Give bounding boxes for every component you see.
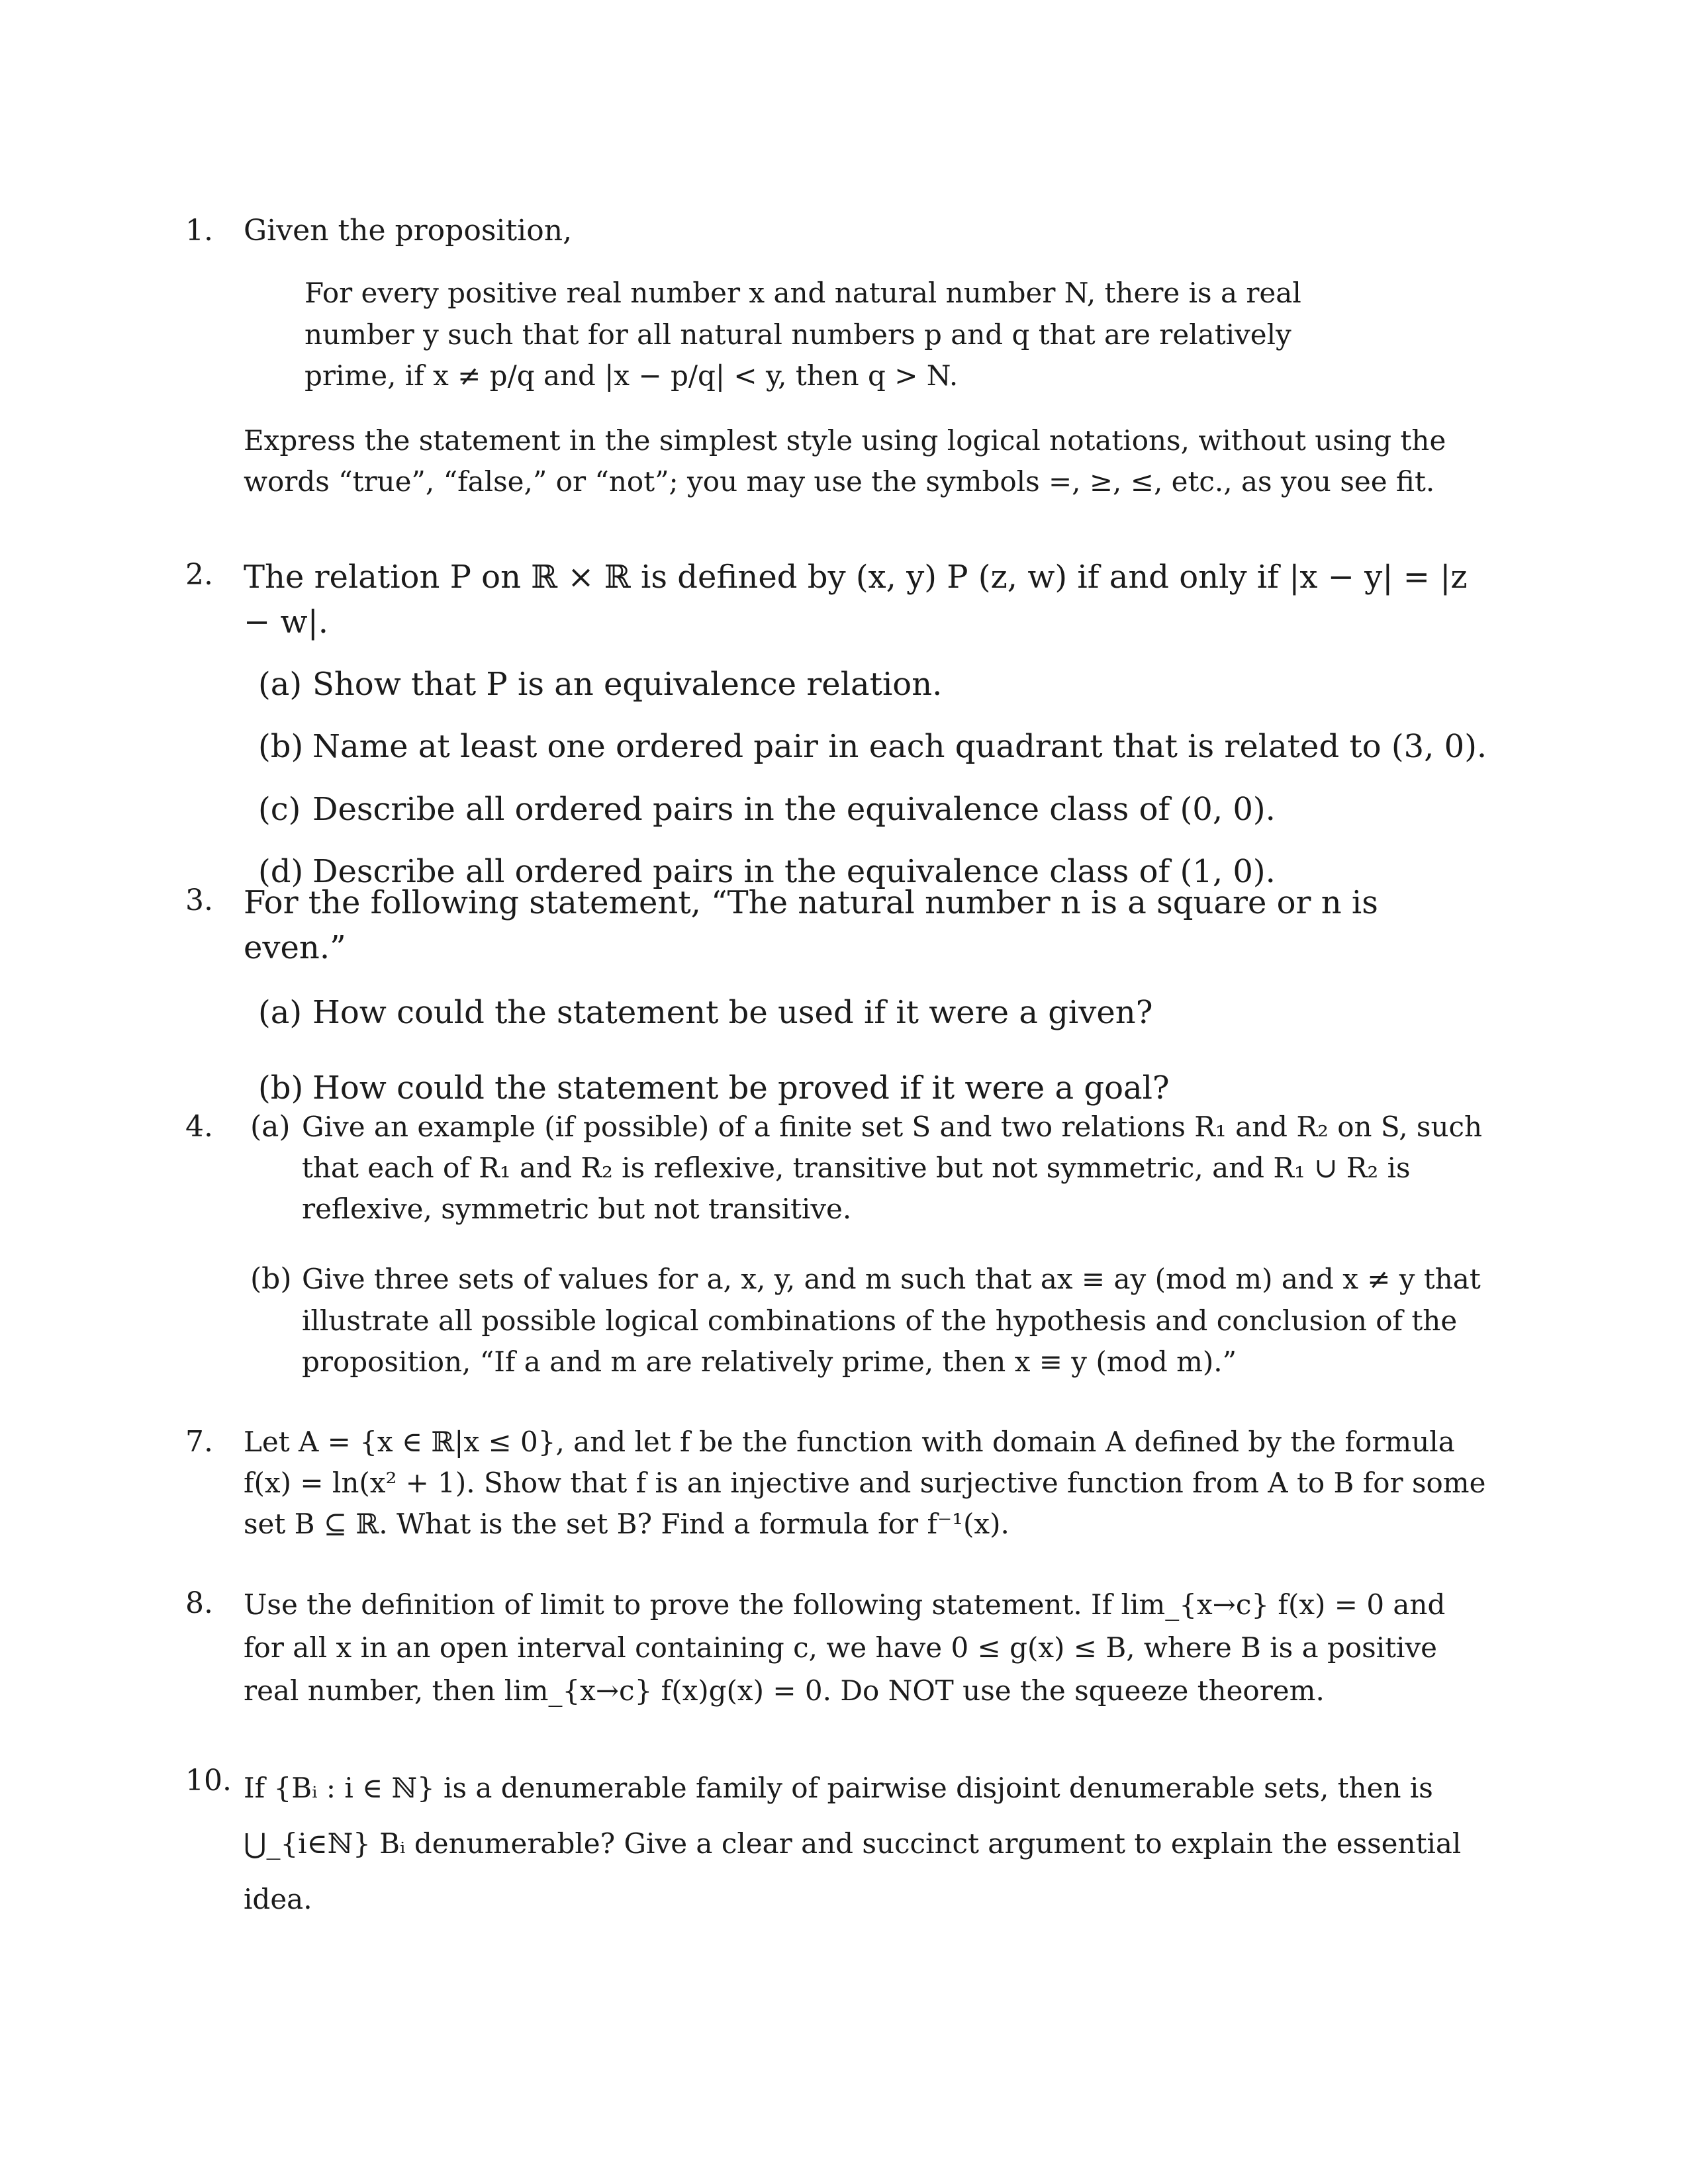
problem-8	[185, 1583, 1489, 1712]
subpart-text: Name at least one ordered pair in each quadrant that is related to (3, 0).	[312, 728, 1487, 766]
subpart-text: How could the statement be proved if it were a goal?	[312, 1069, 1170, 1107]
problem-number: 7.	[185, 1425, 213, 1459]
subpart	[250, 1259, 1489, 1382]
subpart-text: Describe all ordered pairs in the equivalence class of (0, 0).	[312, 790, 1276, 828]
subpart-list	[192, 990, 1489, 1111]
problem-stem: The relation P on ℝ × ℝ is defined by (x, y) P (z, w) if and only if |x − y| = |z − w|.	[244, 559, 1468, 641]
problem-number: 10.	[185, 1764, 232, 1797]
subpart-label: (b)	[258, 728, 304, 766]
subpart-label: (c)	[258, 790, 301, 828]
subpart-label: (a)	[250, 1110, 291, 1144]
subpart-list	[192, 662, 1489, 894]
problem-number: 3.	[185, 884, 213, 917]
problem-10	[185, 1760, 1489, 1927]
problem-stem: For the following statement, “The natural number n is a square or n is even.”	[244, 884, 1378, 967]
subpart-label: (a)	[258, 994, 303, 1032]
problem-instruction: Express the statement in the simplest style using logical notations, without using the words “true”, “false,” or “not”; you may use the symbols =, ≥, ≤, etc., as you see fit.	[244, 424, 1446, 498]
proposition-quote: For every positive real number x and natural number N, there is a real number y such that for all natural numbers p and q that are relatively prime, if x ≠ p/q and |x − p/q| < y, then q > N.	[305, 277, 1301, 392]
problem-intro: Given the proposition,	[244, 214, 573, 248]
subpart	[192, 1066, 1489, 1111]
subpart	[192, 990, 1489, 1035]
subpart	[192, 662, 1489, 707]
subpart-text: Give an example (if possible) of a finite set S and two relations R₁ and R₂ on S, such that each of R₁ and R₂ is reflexive, transitive but not symmetric, and R₁ ∪ R₂ is reflexive, symmetric but not transitive.	[302, 1111, 1483, 1226]
subpart-text: Give three sets of values for a, x, y, and m such that ax ≡ ay (mod m) and x ≠ y that illustrate all possible logical combinations of the hypothesis and conclusion of the proposition, “If a and m are relatively prime, then x ≡ y (mod m).”	[302, 1263, 1481, 1378]
problem-text: If {Bᵢ : i ∈ ℕ} is a denumerable family of pairwise disjoint denumerable sets, then is ⋃_{i∈ℕ} Bᵢ denumerable? Give a clear and succinct argument to explain the essential idea.	[244, 1772, 1462, 1915]
subpart	[250, 1107, 1489, 1230]
problem-text: Use the definition of limit to prove the following statement. If lim_{x→c} f(x) = 0 and for all x in an open interval containing c, we have 0 ≤ g(x) ≤ B, where B is a positive real number, then lim_{x→c} f(x)g(x) = 0. Do NOT use the squeeze theorem.	[244, 1588, 1446, 1707]
subpart-label: (b)	[258, 1069, 304, 1107]
problem-number: 1.	[185, 214, 213, 248]
subpart-label: (a)	[258, 666, 303, 704]
subpart-text: How could the statement be used if it were a given?	[312, 994, 1153, 1032]
subpart-list	[192, 1107, 1489, 1383]
problem-3	[185, 880, 1489, 1111]
problem-number: 2.	[185, 558, 213, 592]
subpart-label: (b)	[250, 1262, 292, 1297]
subpart	[192, 787, 1489, 832]
problem-number: 8.	[185, 1586, 213, 1620]
problem-4	[185, 1107, 1489, 1383]
subpart-text: Show that P is an equivalence relation.	[312, 666, 943, 704]
subpart-label: (d)	[258, 852, 304, 890]
problem-2	[185, 555, 1489, 894]
problem-text: Let A = {x ∈ ℝ|x ≤ 0}, and let f be the function with domain A defined by the formula f(x) = ln(x² + 1). Show that f is an injective and surjective function from A to B for some set B ⊆ ℝ. What is the set B? Find a formula for f⁻¹(x).	[244, 1426, 1486, 1541]
problem-number: 4.	[185, 1110, 213, 1144]
subpart-text: Describe all ordered pairs in the equivalence class of (1, 0).	[312, 852, 1276, 890]
problem-7	[185, 1422, 1489, 1545]
subpart	[192, 724, 1489, 769]
problem-1	[185, 210, 1489, 502]
